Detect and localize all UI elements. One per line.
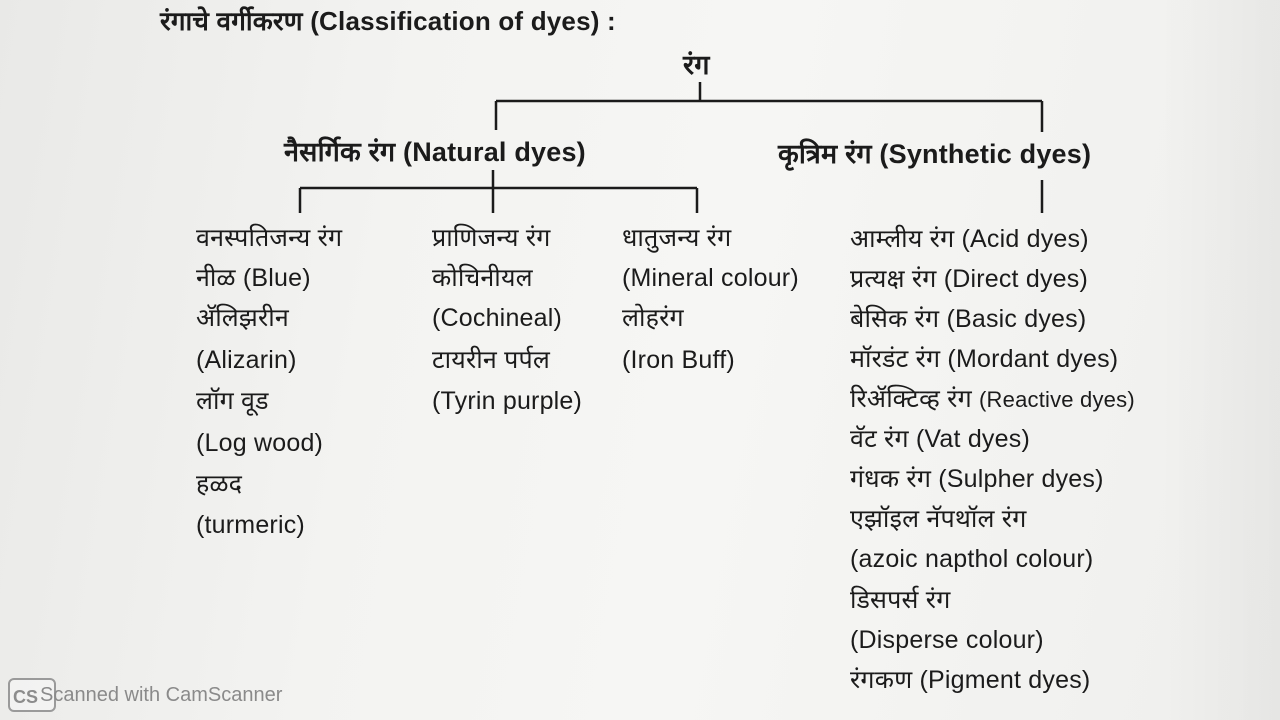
animal-dyes-label: प्राणिजन्य रंग [432,224,551,252]
list-item: हळद [196,470,243,498]
list-item [850,384,1135,415]
list-item: (Alizarin) [196,346,297,374]
natural-dyes-heading: नैसर्गिक रंग (Natural dyes) [284,137,586,167]
list-item: टायरीन पर्पल [432,346,551,374]
list-item: कोचिनीयल [432,264,533,292]
list-item: (azoic napthol colour) [850,545,1094,573]
list-item: (turmeric) [196,511,305,539]
camscanner-logo: CS [8,678,56,712]
page-title: रंगाचे वर्गीकरण (Classification of dyes) : [160,6,616,36]
list-item: लोहरंग [622,304,684,332]
list-item: डिसपर्स रंग [850,586,951,614]
list-item: गंधक रंग (Sulpher dyes) [850,465,1104,493]
list-item: (Iron Buff) [622,346,735,374]
list-item: नीळ (Blue) [196,264,311,292]
camscanner-watermark-text: Scanned with CamScanner [40,684,283,706]
list-item: अ‍ॅलिझरीन [196,304,290,332]
list-item: (Cochineal) [432,304,563,332]
reactive-dyes-label: रिॲक्टिव्ह रंग [850,385,972,413]
list-item: रंगकण (Pigment dyes) [850,666,1091,694]
list-item: वॅट रंग (Vat dyes) [850,425,1030,453]
list-item: (Tyrin purple) [432,387,583,415]
synthetic-dyes-heading: कृत्रिम रंग (Synthetic dyes) [778,139,1092,169]
list-item: बेसिक रंग (Basic dyes) [850,305,1087,333]
list-item: (Disperse colour) [850,626,1044,654]
mineral-dyes-label: धातुजन्य रंग [622,224,732,252]
root-node-label: रंग [683,50,710,80]
reactive-dyes-english: (Reactive dyes) [979,387,1135,412]
plant-dyes-label: वनस्पतिजन्य रंग [196,224,343,252]
list-item: प्रत्यक्ष रंग (Direct dyes) [850,265,1088,293]
list-item: (Mineral colour) [622,264,799,292]
list-item: मॉरडंट रंग (Mordant dyes) [850,345,1119,373]
list-item: (Log wood) [196,429,324,457]
list-item: एझॉइल नॅपथॉल रंग [850,505,1027,533]
list-item: लॉग वूड [196,387,269,415]
list-item: आम्लीय रंग (Acid dyes) [850,225,1089,253]
page-shadow [1160,0,1280,720]
